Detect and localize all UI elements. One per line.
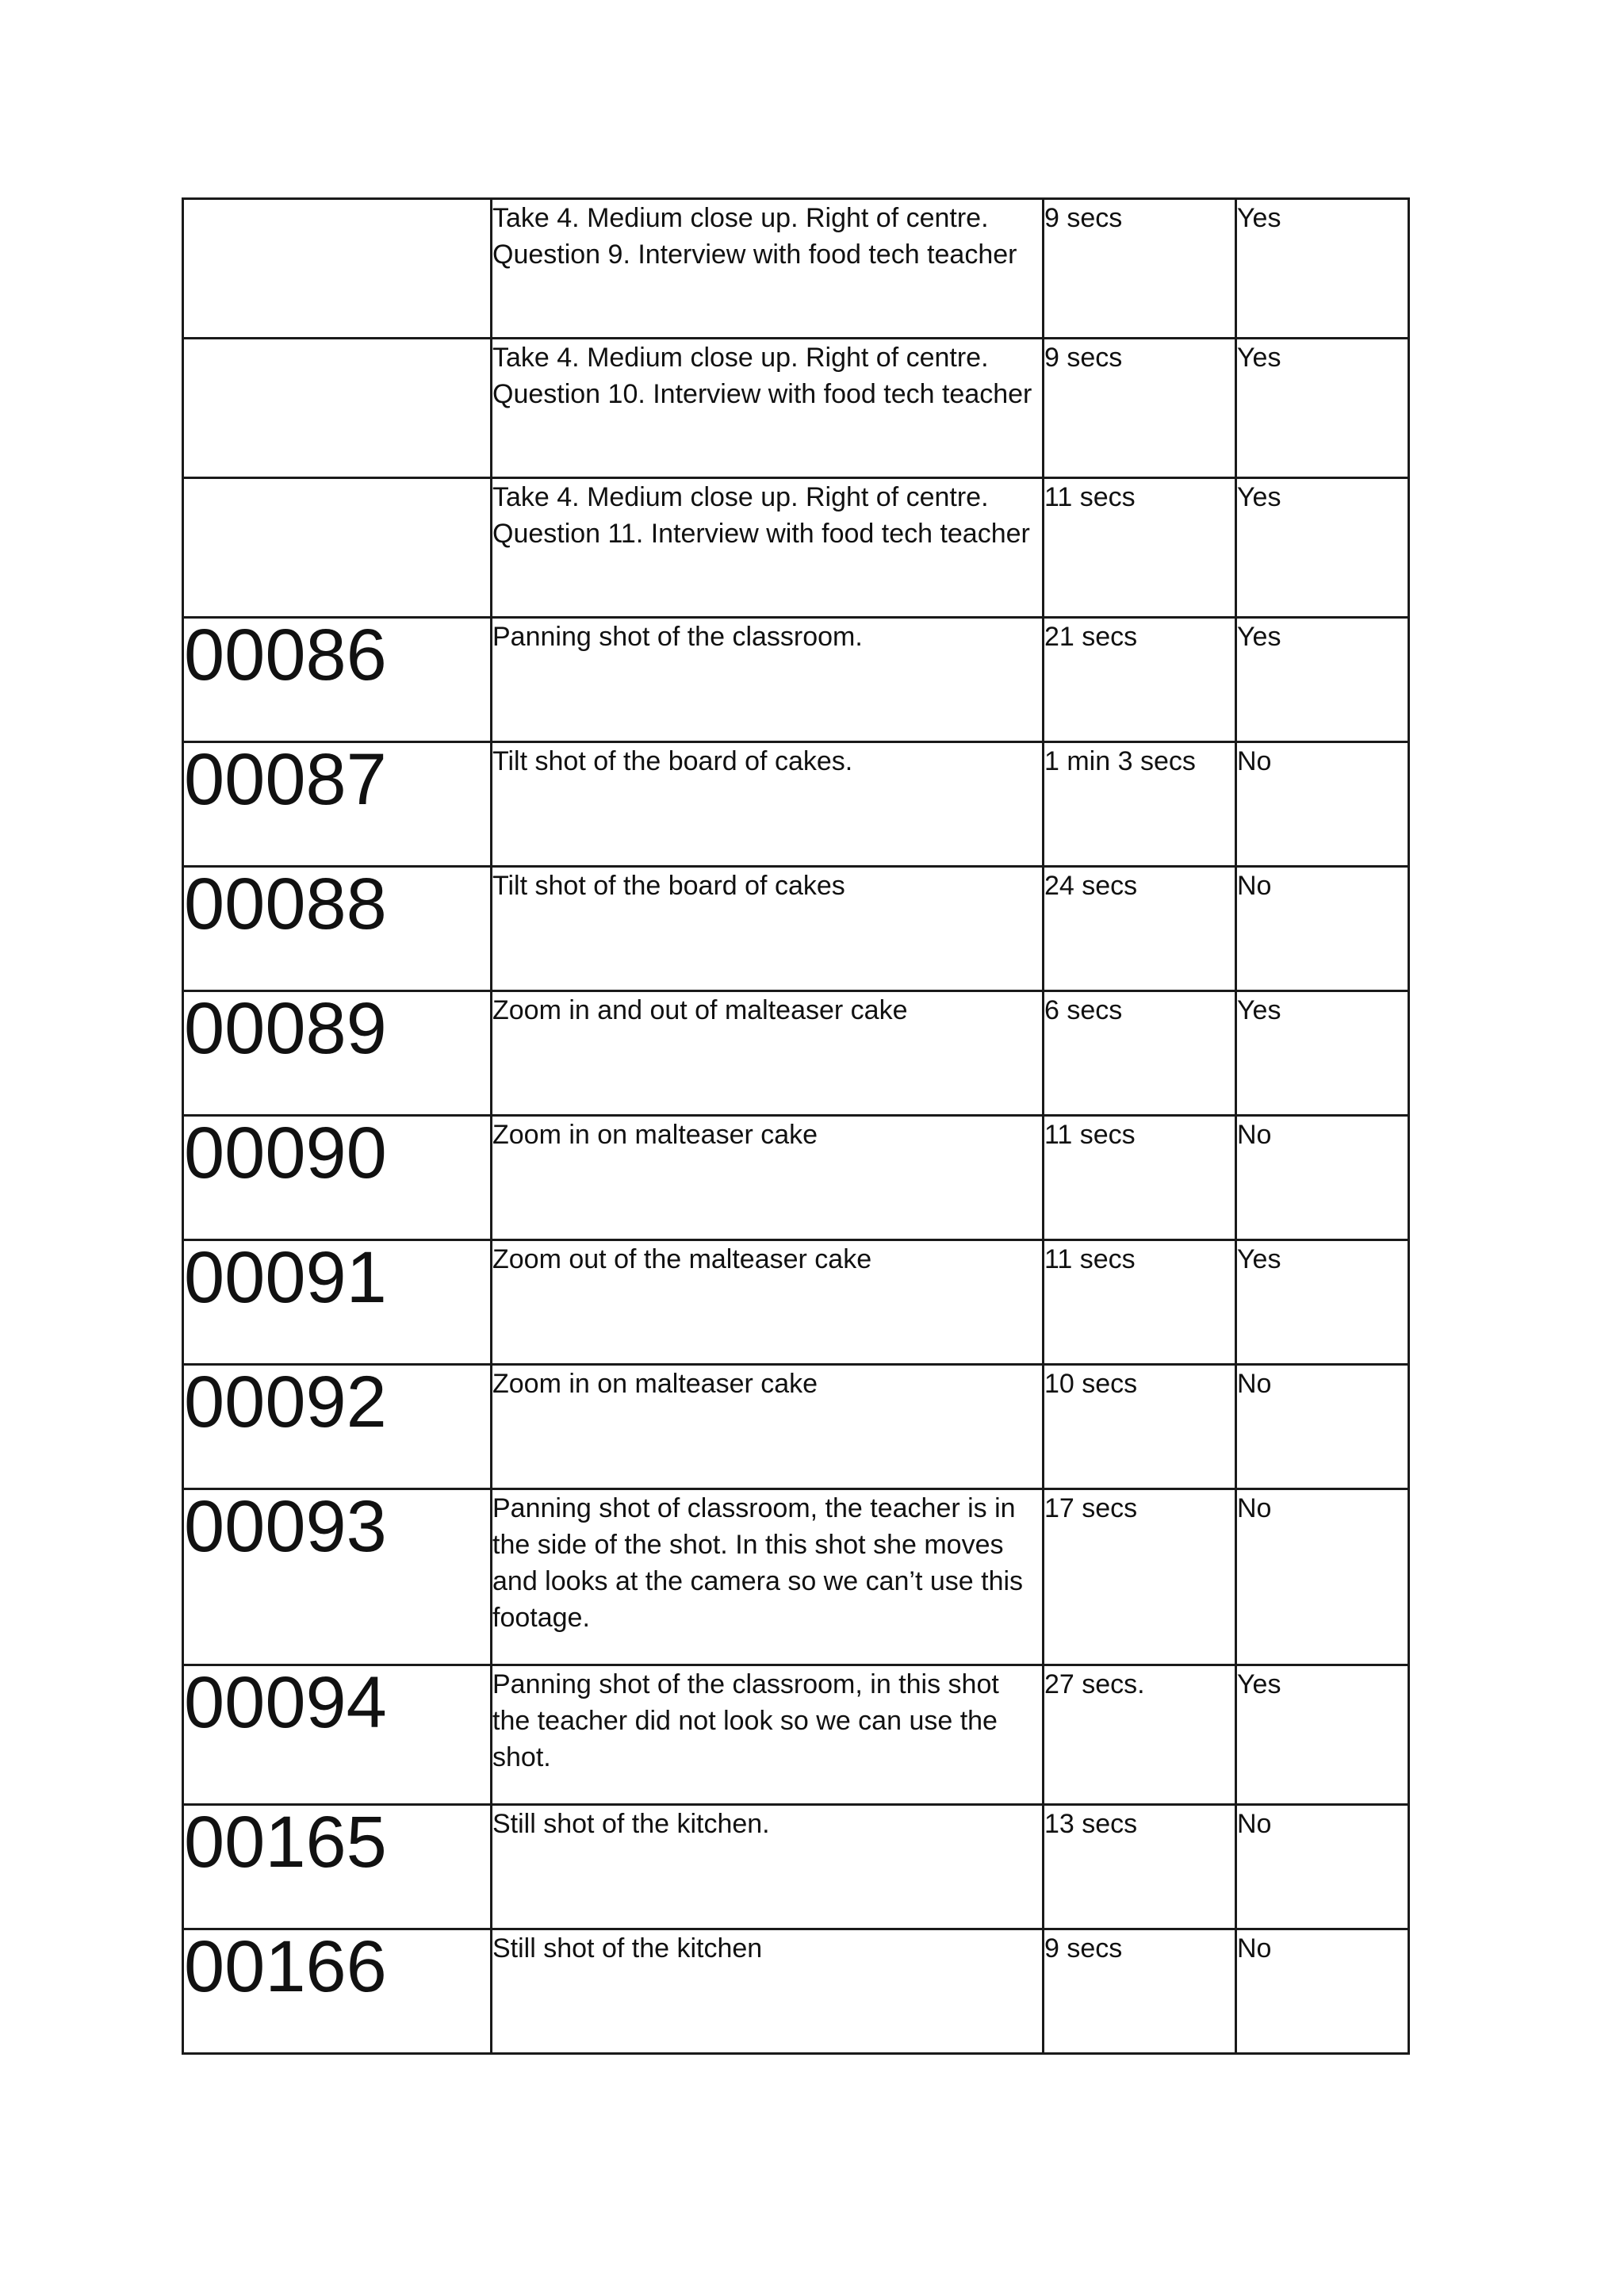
duration-cell: 21 secs (1044, 618, 1236, 742)
duration-cell: 11 secs (1044, 1116, 1236, 1240)
table-row (183, 1665, 1409, 1805)
usable-cell: No (1236, 867, 1409, 991)
clip-number-cell (183, 478, 492, 618)
usable-cell: Yes (1236, 478, 1409, 618)
usable-cell: No (1236, 742, 1409, 867)
clip-number-cell: 00094 (183, 1665, 492, 1805)
duration-cell: 11 secs (1044, 1240, 1236, 1365)
clip-number-cell (183, 339, 492, 478)
clip-number-cell: 00088 (183, 867, 492, 991)
description-cell: Zoom in on malteaser cake (492, 1365, 1044, 1489)
duration-cell: 11 secs (1044, 478, 1236, 618)
duration-cell: 27 secs. (1044, 1665, 1236, 1805)
description-cell: Tilt shot of the board of cakes. (492, 742, 1044, 867)
description-cell: Panning shot of the classroom, in this shot the teacher did not look so we can use the shot. (492, 1665, 1044, 1805)
usable-cell: Yes (1236, 1240, 1409, 1365)
clip-number-cell: 00166 (183, 1929, 492, 2054)
table-row (183, 618, 1409, 742)
duration-cell: 17 secs (1044, 1489, 1236, 1665)
clip-number-cell: 00089 (183, 991, 492, 1116)
duration-cell: 9 secs (1044, 339, 1236, 478)
usable-cell: No (1236, 1489, 1409, 1665)
usable-cell: Yes (1236, 339, 1409, 478)
clip-number-cell: 00087 (183, 742, 492, 867)
clip-number-cell: 00165 (183, 1805, 492, 1929)
clip-number-cell: 00086 (183, 618, 492, 742)
usable-cell: Yes (1236, 199, 1409, 339)
description-cell: Still shot of the kitchen. (492, 1805, 1044, 1929)
table-row (183, 1365, 1409, 1489)
usable-cell: No (1236, 1116, 1409, 1240)
description-cell: Tilt shot of the board of cakes (492, 867, 1044, 991)
table-row (183, 1805, 1409, 1929)
description-cell: Panning shot of the classroom. (492, 618, 1044, 742)
description-cell: Panning shot of classroom, the teacher is in the side of the shot. In this shot she moves and looks at the camera so we can’t use this footage. (492, 1489, 1044, 1665)
duration-cell: 9 secs (1044, 1929, 1236, 2054)
table-row (183, 199, 1409, 339)
duration-cell: 13 secs (1044, 1805, 1236, 1929)
description-cell: Zoom in on malteaser cake (492, 1116, 1044, 1240)
duration-cell: 24 secs (1044, 867, 1236, 991)
table-row (183, 478, 1409, 618)
duration-cell: 1 min 3 secs (1044, 742, 1236, 867)
table-row (183, 1489, 1409, 1665)
clip-number-cell: 00091 (183, 1240, 492, 1365)
duration-cell: 9 secs (1044, 199, 1236, 339)
clip-number-cell: 00090 (183, 1116, 492, 1240)
footage-log-table (182, 197, 1410, 2055)
usable-cell: No (1236, 1365, 1409, 1489)
table-row (183, 1116, 1409, 1240)
description-cell: Zoom in and out of malteaser cake (492, 991, 1044, 1116)
usable-cell: Yes (1236, 1665, 1409, 1805)
usable-cell: No (1236, 1929, 1409, 2054)
duration-cell: 6 secs (1044, 991, 1236, 1116)
usable-cell: Yes (1236, 618, 1409, 742)
description-cell: Still shot of the kitchen (492, 1929, 1044, 2054)
table-row (183, 1929, 1409, 2054)
clip-number-cell: 00092 (183, 1365, 492, 1489)
duration-cell: 10 secs (1044, 1365, 1236, 1489)
description-cell: Take 4. Medium close up. Right of centre. Question 11. Interview with food tech teacher (492, 478, 1044, 618)
clip-number-cell (183, 199, 492, 339)
table-row (183, 339, 1409, 478)
description-cell: Take 4. Medium close up. Right of centre. Question 9. Interview with food tech teacher (492, 199, 1044, 339)
usable-cell: No (1236, 1805, 1409, 1929)
description-cell: Take 4. Medium close up. Right of centre. Question 10. Interview with food tech teacher (492, 339, 1044, 478)
clip-number-cell: 00093 (183, 1489, 492, 1665)
description-cell: Zoom out of the malteaser cake (492, 1240, 1044, 1365)
table-row (183, 1240, 1409, 1365)
table-row (183, 991, 1409, 1116)
table-row (183, 742, 1409, 867)
table-row (183, 867, 1409, 991)
usable-cell: Yes (1236, 991, 1409, 1116)
